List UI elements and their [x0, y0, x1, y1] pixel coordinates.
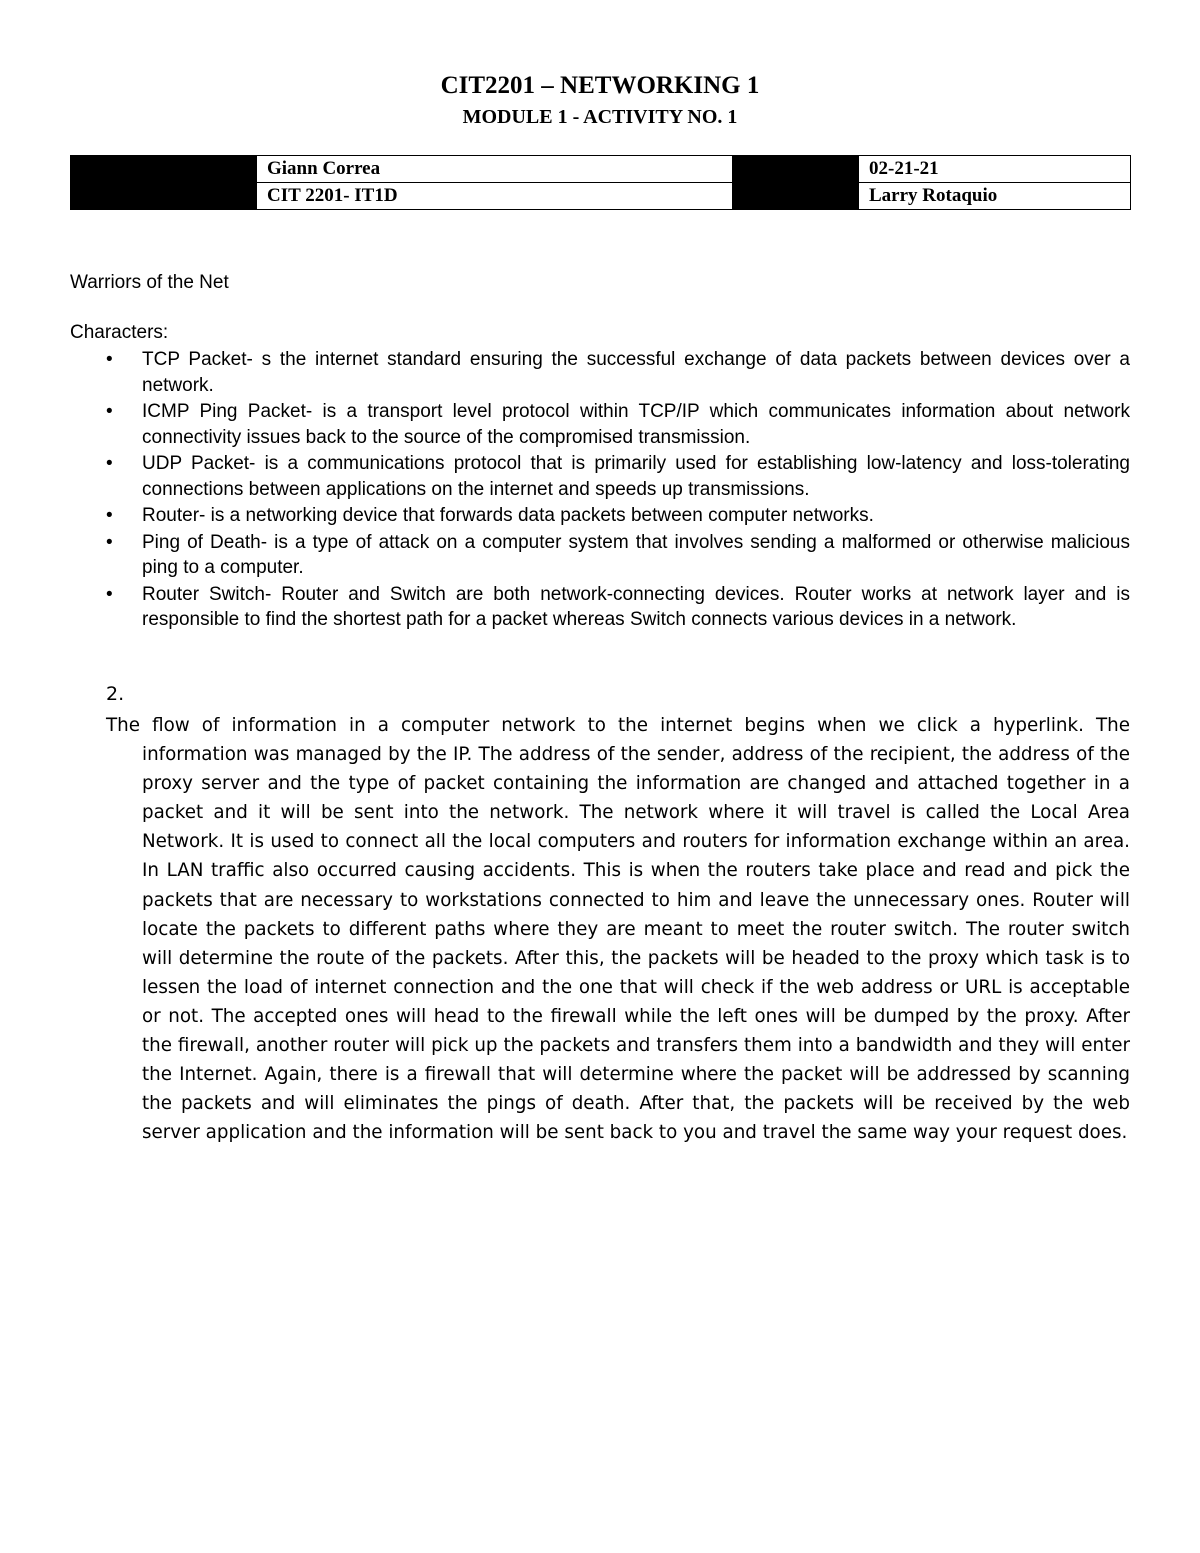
- instructor-label-cell: [733, 183, 859, 210]
- answer-paragraph: The flow of information in a computer network to the internet begins when we click a hyperlink. The information was managed by the IP. The address of the sender, address of the recipient, the address of the proxy server and the type of packet containing the information are changed and attached together in a packet and it will be sent into the network. The network where it will travel is called the Local Area Network. It is used to connect all the local computers and routers for information exchange within an area. In LAN traffic also occurred causing accidents. This is when the routers take place and read and pick the packets that are necessary to workstations connected to him and leave the unnecessary ones. Router will locate the packets to different paths where they are meant to meet the router switch. The router switch will determine the route of the packets. After this, the packets will be headed to the proxy which task is to lessen the load of internet connection and the one that will check if the web address or URL is acceptable or not. The accepted ones will head to the firewall while the left ones will be dumped by the proxy. After the firewall, another router will pick up the packets and transfers them into a bandwidth and they will enter the Internet. Again, there is a firewall that will determine where the packet will be addressed by scanning the packets and will eliminates the pings of death. After that, the packets will be received by the web server application and the information will be sent back to you and travel the same way your request does.: [106, 715, 1130, 1144]
- bullet-icon: •: [106, 583, 113, 605]
- characters-list: [70, 347, 1130, 634]
- bullet-icon: •: [106, 453, 113, 474]
- list-item: [70, 503, 1130, 529]
- bullet-icon: •: [106, 531, 113, 553]
- student-info-table: [70, 155, 1131, 210]
- character-text: UDP Packet- is a communications protocol that is primarily used for establishing low-latency and loss-tolerating connections between applications on the internet and speeds up transmissions.: [142, 453, 1130, 500]
- character-text: Ping of Death- is a type of attack on a computer system that involves sending a malformed or otherwise malicious ping to a computer.: [142, 531, 1130, 578]
- section-title: Warriors of the Net: [70, 272, 229, 293]
- table-row: [71, 156, 1131, 183]
- list-item: [70, 347, 1130, 398]
- character-text: Router Switch- Router and Switch are both network-connecting devices. Router works at network layer and is responsible to find the shortest path for a packet whereas Switch connects various devices in a network.: [142, 583, 1130, 630]
- document-title: CIT2201 – NETWORKING 1: [440, 72, 760, 99]
- document-subtitle: MODULE 1 - ACTIVITY NO. 1: [462, 106, 738, 128]
- section-label-cell: [71, 183, 257, 210]
- character-text: TCP Packet- s the internet standard ensuring the successful exchange of data packets between devices over a network.: [142, 349, 1130, 396]
- table-row: [71, 183, 1131, 210]
- date-cell: 02-21-21: [859, 156, 1131, 183]
- characters-label: Characters:: [70, 322, 169, 343]
- name-label-cell: [71, 156, 257, 183]
- instructor-cell: Larry Rotaquio: [859, 183, 1131, 210]
- question-number: 2.: [106, 683, 125, 705]
- bullet-icon: •: [106, 349, 113, 370]
- character-text: ICMP Ping Packet- is a transport level protocol within TCP/IP which communicates information about network connectivity issues back to the source of the compromised transmission.: [142, 401, 1130, 448]
- character-text: Router- is a networking device that forwards data packets between computer networks.: [142, 505, 874, 526]
- date-label-cell: [733, 156, 859, 183]
- list-item: [70, 582, 1130, 633]
- list-item: [70, 530, 1130, 581]
- section-cell: CIT 2201- IT1D: [257, 183, 733, 210]
- student-name-cell: Giann Correa: [257, 156, 733, 183]
- bullet-icon: •: [106, 505, 113, 526]
- bullet-icon: •: [106, 401, 113, 422]
- list-item: [70, 451, 1130, 502]
- list-item: [70, 399, 1130, 450]
